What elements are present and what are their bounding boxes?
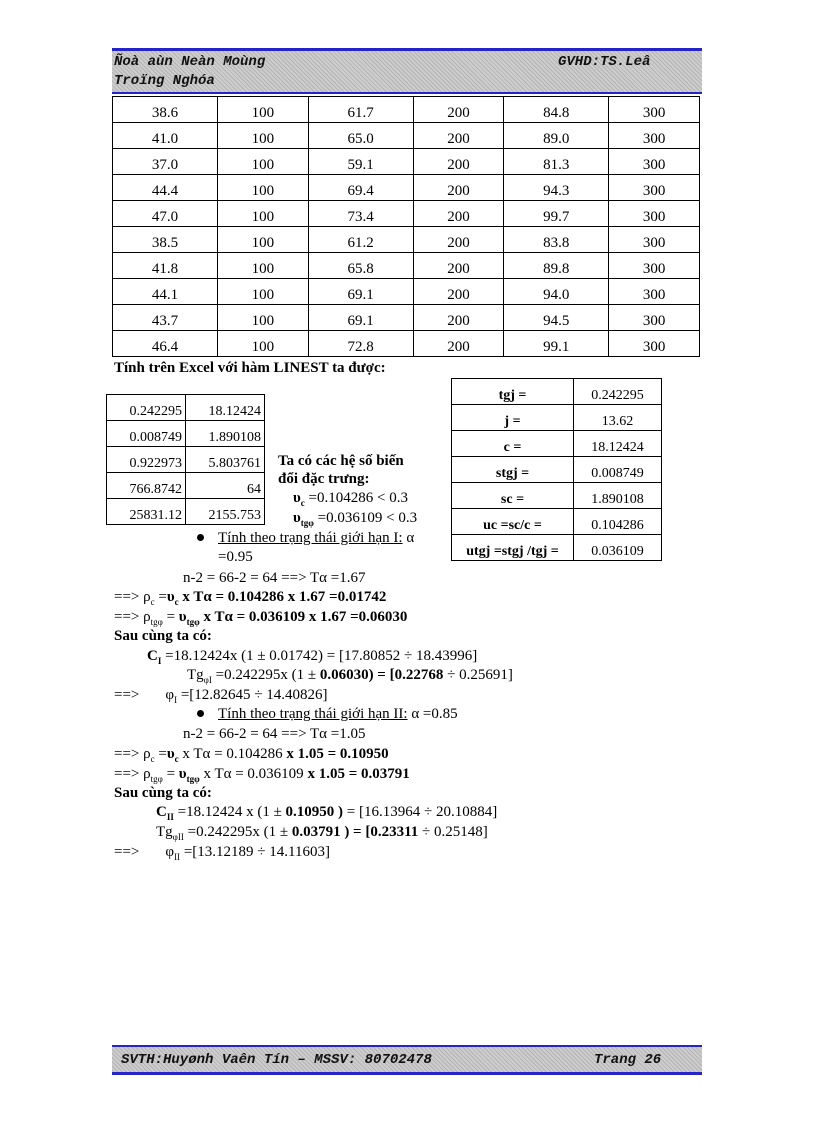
sub-tg: tgφ: [300, 518, 314, 528]
table-cell: 100: [218, 175, 309, 201]
tg-value: =0.242295x (1 ±: [211, 667, 320, 683]
table-cell: 100: [218, 253, 309, 279]
table-cell: 41.0: [113, 123, 218, 149]
tg-value: =0.242295x (1 ±: [183, 824, 292, 840]
upsilon-sub: c: [174, 597, 179, 607]
rho-tg-rest: x Tα = 0.036109: [199, 766, 308, 782]
table-row: [113, 123, 700, 149]
table-cell: 65.8: [308, 253, 413, 279]
rho-tg-prefix: ==> ρ: [114, 766, 151, 782]
table-cell: 300: [609, 253, 700, 279]
linest-cell: 5.803761: [186, 447, 265, 473]
linest-cell: 0.008749: [107, 421, 186, 447]
page-header: [112, 48, 702, 94]
linest-row: [107, 447, 265, 473]
table-cell: 100: [218, 123, 309, 149]
table-cell: 89.0: [504, 123, 609, 149]
param-value: 0.008749: [574, 457, 662, 483]
footer-top-rule: [112, 1045, 702, 1047]
table-cell: 99.1: [504, 331, 609, 357]
linest-row: [107, 395, 265, 421]
table-cell: 72.8: [308, 331, 413, 357]
table-cell: 44.4: [113, 175, 218, 201]
table-cell: 47.0: [113, 201, 218, 227]
table-cell: 38.5: [113, 227, 218, 253]
table-cell: 46.4: [113, 331, 218, 357]
state2-title-text: Tính theo trạng thái giới hạn II:: [218, 706, 408, 722]
table-cell: 200: [413, 305, 504, 331]
phi-symbol: φ: [165, 687, 175, 703]
header-top-rule: [112, 48, 702, 51]
table-cell: 200: [413, 123, 504, 149]
linest-row: [107, 499, 265, 525]
upsilon-symbol: υ: [166, 746, 175, 762]
variation-heading-1: Ta có các hệ số biến: [278, 453, 404, 469]
param-label: utgj =stgj /tgj =: [452, 535, 574, 561]
bullet-icon: [197, 534, 204, 541]
c-symbol: C: [156, 804, 167, 820]
params-row: [452, 431, 662, 457]
state2-phi: [114, 843, 330, 866]
tg-end: ÷ 0.25148]: [418, 824, 488, 840]
state1-n-line: n-2 = 66-2 = 64 ==> Tα =1.67: [183, 570, 366, 586]
tg-prefix: Tg: [156, 824, 173, 840]
table-cell: 300: [609, 123, 700, 149]
state2-title: [218, 705, 458, 723]
table-cell: 84.8: [504, 97, 609, 123]
c-sub: I: [157, 656, 162, 666]
rho-c-prefix: ==> ρ: [114, 746, 151, 762]
linest-cell: 1.890108: [186, 421, 265, 447]
table-cell: 69.1: [308, 305, 413, 331]
rho-tg-result: x 1.05 = 0.03791: [307, 766, 410, 782]
table-cell: 73.4: [308, 201, 413, 227]
bullet-icon: [197, 710, 204, 717]
state1-alpha: α: [402, 530, 415, 546]
tg-result: 0.03791 ) = [0.23311: [291, 824, 419, 840]
rho-c-rest: x Tα = 0.104286: [178, 589, 288, 605]
state1-alpha-value: =0.95: [218, 549, 253, 565]
param-label: stgj =: [452, 457, 574, 483]
table-cell: 200: [413, 279, 504, 305]
data-table: [112, 96, 700, 357]
linest-row: [107, 421, 265, 447]
c-value: =18.12424x (1 ± 0.01742) = [17.80852 ÷ 18.43996]: [161, 648, 478, 664]
tg-end: ÷ 0.25691]: [443, 667, 513, 683]
tg-sub: φI: [203, 675, 212, 685]
linest-cell: 0.922973: [107, 447, 186, 473]
linest-cell: 0.242295: [107, 395, 186, 421]
param-value: 0.242295: [574, 379, 662, 405]
table-row: [113, 331, 700, 357]
rho-tg-result: x 1.67 =0.06030: [308, 609, 408, 625]
c-value: =18.12424 x (1 ±: [173, 804, 286, 820]
params-row: [452, 457, 662, 483]
table-cell: 200: [413, 201, 504, 227]
table-cell: 61.7: [308, 97, 413, 123]
table-cell: 300: [609, 175, 700, 201]
table-cell: 89.8: [504, 253, 609, 279]
phi-sub: I: [174, 695, 178, 705]
upsilon-symbol: υ: [293, 510, 301, 526]
linest-cell: 2155.753: [186, 499, 265, 525]
linest-title: Tính trên Excel với hàm LINEST ta được:: [114, 360, 386, 376]
footer-page-number: Trang 26: [594, 1052, 662, 1068]
header-bottom-rule: [112, 92, 702, 94]
param-value: 13.62: [574, 405, 662, 431]
params-table: [451, 378, 662, 561]
table-cell: 300: [609, 279, 700, 305]
table-cell: 94.0: [504, 279, 609, 305]
rho-tg-sub: tgφ: [150, 774, 163, 784]
rho-tg-rest: x Tα = 0.036109: [199, 609, 309, 625]
table-row: [113, 279, 700, 305]
linest-table: [106, 394, 265, 525]
rho-c-eq: =: [154, 589, 167, 605]
table-cell: 69.4: [308, 175, 413, 201]
c-symbol: C: [147, 648, 158, 664]
upsilon-sub: tgφ: [186, 617, 200, 627]
table-cell: 43.7: [113, 305, 218, 331]
page-footer: [112, 1045, 702, 1075]
table-cell: 200: [413, 227, 504, 253]
table-cell: 83.8: [504, 227, 609, 253]
linest-cell: 18.12424: [186, 395, 265, 421]
params-row: [452, 379, 662, 405]
phi-value: =[12.82645 ÷ 14.40826]: [177, 687, 328, 703]
rho-c-result: x 1.67 =0.01742: [287, 589, 387, 605]
rho-c-rest: x Tα = 0.104286: [178, 746, 287, 762]
tg-prefix: Tg: [187, 667, 204, 683]
table-cell: 94.3: [504, 175, 609, 201]
table-cell: 200: [413, 175, 504, 201]
variation-c-value: =0.104286 < 0.3: [304, 490, 408, 506]
table-cell: 100: [218, 149, 309, 175]
phi-arrow: ==>: [114, 687, 140, 703]
table-cell: 100: [218, 227, 309, 253]
params-row: [452, 405, 662, 431]
param-label: tgj =: [452, 379, 574, 405]
state2-n-line: n-2 = 66-2 = 64 ==> Tα =1.05: [183, 726, 366, 742]
rho-c-sub: c: [150, 597, 155, 607]
tg-result: 0.06030) = [0.22768: [319, 667, 444, 683]
upsilon-symbol: υ: [178, 766, 187, 782]
table-row: [113, 227, 700, 253]
table-cell: 300: [609, 227, 700, 253]
table-cell: 41.8: [113, 253, 218, 279]
tg-sub: φII: [172, 832, 184, 842]
upsilon-sub: c: [174, 754, 179, 764]
c-end: = [16.13964 ÷ 20.10884]: [343, 804, 498, 820]
param-label: j =: [452, 405, 574, 431]
table-cell: 300: [609, 149, 700, 175]
param-value: 0.036109: [574, 535, 662, 561]
table-cell: 94.5: [504, 305, 609, 331]
table-cell: 100: [218, 279, 309, 305]
state2-alpha: α =0.85: [407, 706, 458, 722]
table-cell: 100: [218, 201, 309, 227]
upsilon-symbol: υ: [293, 490, 301, 506]
table-cell: 300: [609, 331, 700, 357]
c-sub: II: [166, 812, 174, 822]
rho-tg-eq: =: [162, 766, 179, 782]
table-cell: 44.1: [113, 279, 218, 305]
phi-arrow: ==>: [114, 844, 140, 860]
param-label: sc =: [452, 483, 574, 509]
header-supervisor: GVHD:TS.Leâ: [558, 54, 651, 70]
param-value: 0.104286: [574, 509, 662, 535]
c-result: 0.10950 ): [285, 804, 344, 820]
params-row: [452, 483, 662, 509]
rho-c-sub: c: [150, 754, 155, 764]
param-value: 1.890108: [574, 483, 662, 509]
table-row: [113, 201, 700, 227]
footer-bottom-rule: [112, 1072, 702, 1075]
variation-tg-value: =0.036109 < 0.3: [313, 510, 418, 526]
table-row: [113, 149, 700, 175]
rho-tg-sub: tgφ: [150, 617, 163, 627]
phi-value: =[13.12189 ÷ 14.11603]: [180, 844, 330, 860]
table-cell: 38.6: [113, 97, 218, 123]
sub-c: c: [300, 498, 305, 508]
table-cell: 65.0: [308, 123, 413, 149]
state1-title: [218, 529, 414, 547]
table-row: [113, 97, 700, 123]
params-row: [452, 509, 662, 535]
rho-c-prefix: ==> ρ: [114, 589, 151, 605]
rho-tg-prefix: ==> ρ: [114, 609, 151, 625]
param-label: c =: [452, 431, 574, 457]
rho-tg-eq: =: [162, 609, 179, 625]
state1-title-text: Tính theo trạng thái giới hạn I:: [218, 530, 403, 546]
table-cell: 100: [218, 97, 309, 123]
upsilon-symbol: υ: [166, 589, 175, 605]
table-cell: 37.0: [113, 149, 218, 175]
table-cell: 59.1: [308, 149, 413, 175]
table-cell: 200: [413, 331, 504, 357]
linest-cell: 64: [186, 473, 265, 499]
state1-final: Sau cùng ta có:: [114, 628, 212, 644]
linest-cell: 766.8742: [107, 473, 186, 499]
table-cell: 200: [413, 97, 504, 123]
table-cell: 100: [218, 305, 309, 331]
table-cell: 200: [413, 253, 504, 279]
table-cell: 61.2: [308, 227, 413, 253]
table-row: [113, 253, 700, 279]
header-title-line2: Troïng Nghóa: [114, 73, 215, 89]
table-cell: 69.1: [308, 279, 413, 305]
phi-sub: II: [174, 852, 181, 862]
table-cell: 300: [609, 201, 700, 227]
phi-symbol: φ: [165, 844, 175, 860]
table-cell: 99.7: [504, 201, 609, 227]
params-row: [452, 535, 662, 561]
rho-c-eq: =: [154, 746, 167, 762]
state2-final: Sau cùng ta có:: [114, 785, 212, 801]
param-label: uc =sc/c =: [452, 509, 574, 535]
table-cell: 300: [609, 305, 700, 331]
linest-row: [107, 473, 265, 499]
table-cell: 81.3: [504, 149, 609, 175]
variation-heading-2: đổi đặc trưng:: [278, 471, 370, 487]
table-row: [113, 175, 700, 201]
linest-cell: 25831.12: [107, 499, 186, 525]
rho-c-result: x 1.05 = 0.10950: [286, 746, 389, 762]
table-cell: 100: [218, 331, 309, 357]
upsilon-sub: tgφ: [186, 774, 200, 784]
header-title-line1: Ñoà aùn Neàn Moùng: [114, 54, 266, 70]
table-cell: 200: [413, 149, 504, 175]
param-value: 18.12424: [574, 431, 662, 457]
table-row: [113, 305, 700, 331]
footer-student: SVTH:Huyønh Vaên Tín – MSSV: 80702478: [121, 1052, 432, 1068]
upsilon-symbol: υ: [178, 609, 187, 625]
table-cell: 300: [609, 97, 700, 123]
